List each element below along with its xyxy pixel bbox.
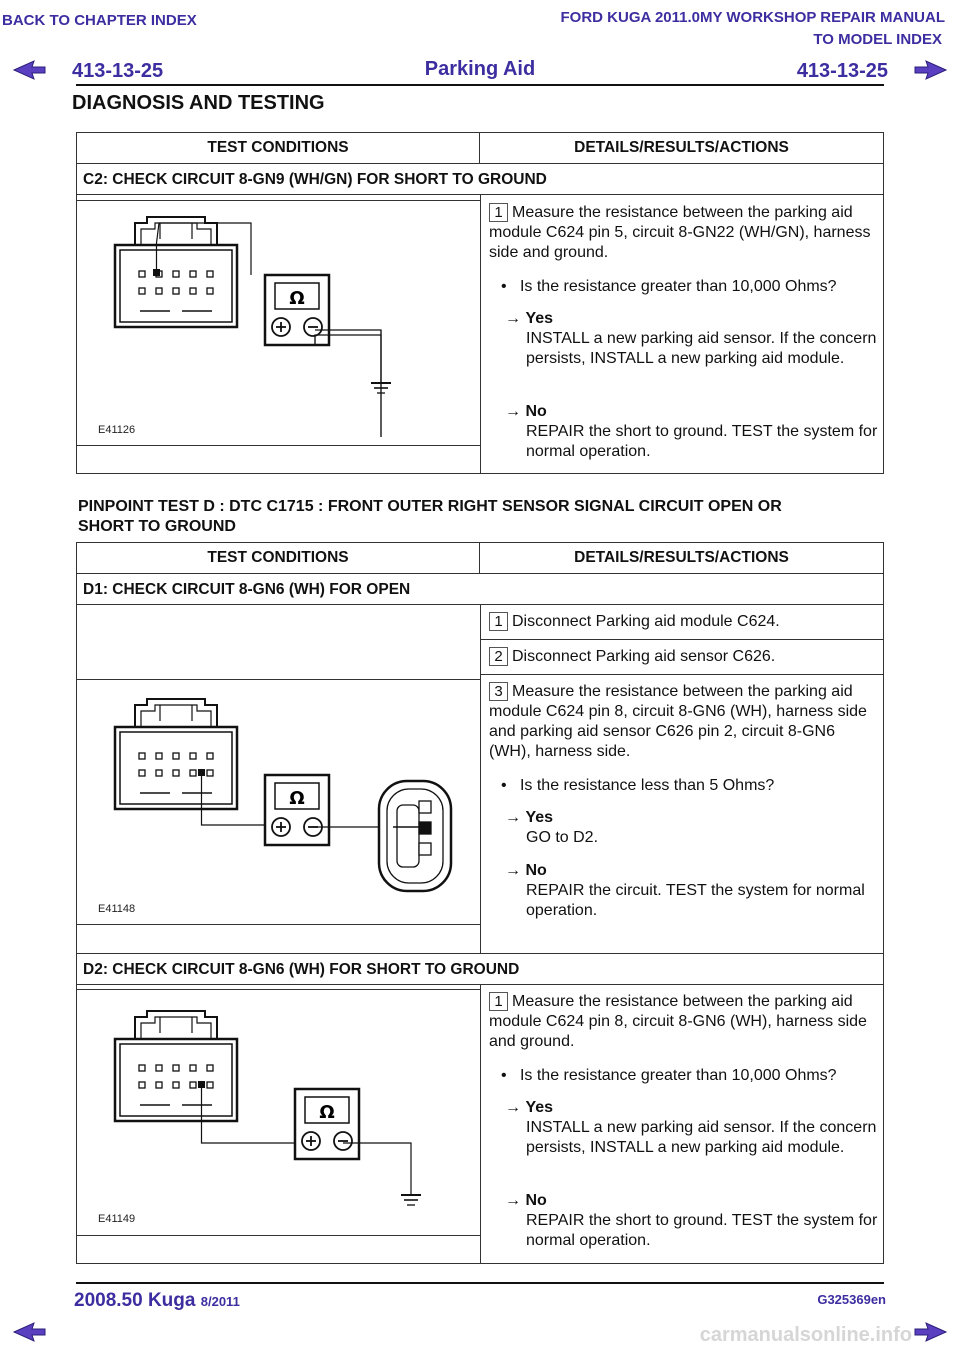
d1-step-2 bbox=[489, 647, 881, 667]
next-page-arrow-icon[interactable] bbox=[914, 1322, 948, 1342]
d1-step-3 bbox=[489, 682, 881, 762]
figure-label: E41126 bbox=[98, 424, 136, 436]
footer-code: G325369en bbox=[817, 1292, 886, 1307]
d1-step-1 bbox=[489, 612, 881, 632]
page-title: Parking Aid bbox=[424, 58, 536, 80]
row-divider bbox=[480, 639, 883, 640]
no-action: REPAIR the short to ground. TEST the system for normal operation. bbox=[526, 423, 878, 460]
footer-rule bbox=[76, 1282, 884, 1284]
arrow-icon: → bbox=[505, 310, 521, 327]
footer-model bbox=[74, 1290, 240, 1312]
d2-result-yes bbox=[505, 1098, 881, 1158]
column-divider bbox=[480, 985, 481, 1263]
col-details-results: DETAILS/RESULTS/ACTIONS bbox=[574, 139, 789, 156]
no-action: REPAIR the short to ground. TEST the system for normal operation. bbox=[526, 1212, 878, 1249]
yes-action: GO to D2. bbox=[526, 829, 599, 846]
figure-label: E41148 bbox=[98, 903, 136, 915]
figure-frame-bottom bbox=[77, 445, 480, 446]
test-table-d bbox=[76, 542, 884, 1264]
no-label: No bbox=[525, 1192, 547, 1209]
step-1 bbox=[489, 203, 881, 263]
arrow-icon: → bbox=[505, 1099, 521, 1116]
result-yes bbox=[505, 309, 881, 369]
step-text: Disconnect Parking aid sensor C626. bbox=[512, 648, 776, 665]
step-text: Measure the resistance between the parking aid module C624 pin 8, circuit 8-GN6 (WH), harness side and ground. bbox=[489, 993, 867, 1050]
pinpoint-title-line-1: PINPOINT TEST D : DTC C1715 : FRONT OUTER RIGHT SENSOR SIGNAL CIRCUIT OPEN OR bbox=[78, 498, 782, 515]
arrow-icon: → bbox=[505, 1192, 521, 1209]
header-rule bbox=[76, 84, 884, 86]
arrow-icon: → bbox=[505, 862, 521, 879]
table-header-row bbox=[77, 133, 883, 164]
step-text: Measure the resistance between the parking aid module C624 pin 8, circuit 8-GN6 (WH), harness side and parking aid sensor C626 pin 2, circuit 8-GN6 (WH), harness side. bbox=[489, 683, 867, 760]
question bbox=[501, 277, 881, 297]
row-divider bbox=[480, 674, 883, 675]
bullet-icon: • bbox=[501, 777, 507, 794]
no-action: REPAIR the circuit. TEST the system for normal operation. bbox=[526, 882, 865, 919]
figure-frame-bottom bbox=[77, 924, 480, 925]
d1-result-yes bbox=[505, 808, 881, 848]
test-table-c2 bbox=[76, 132, 884, 474]
figure-frame-top bbox=[77, 679, 480, 680]
no-label: No bbox=[525, 862, 547, 879]
question-text: Is the resistance greater than 10,000 Ohms? bbox=[519, 1067, 837, 1084]
table-header-row bbox=[77, 543, 883, 574]
wiring-diagram-e41148 bbox=[97, 685, 457, 917]
step-text: Disconnect Parking aid module C624. bbox=[512, 613, 780, 630]
d2-question bbox=[501, 1066, 881, 1086]
bullet-icon: • bbox=[501, 1067, 507, 1084]
d1-question bbox=[501, 776, 881, 796]
step-number: 1 bbox=[489, 612, 508, 631]
arrow-icon: → bbox=[505, 403, 521, 420]
footer-model-name: 2008.50 Kuga bbox=[74, 1290, 196, 1311]
d2-step-1 bbox=[489, 992, 881, 1052]
column-divider bbox=[480, 605, 481, 954]
step-number: 1 bbox=[489, 203, 508, 222]
step-number: 2 bbox=[489, 647, 508, 666]
section-d1-title: D1: CHECK CIRCUIT 8-GN6 (WH) FOR OPEN bbox=[77, 574, 883, 605]
step-number: 3 bbox=[489, 682, 508, 701]
footer-date: 8/2011 bbox=[200, 1294, 240, 1309]
figure-frame-top bbox=[77, 200, 480, 201]
arrow-icon: → bbox=[505, 809, 521, 826]
yes-action: INSTALL a new parking aid sensor. If the concern persists, INSTALL a new parking aid module. bbox=[526, 1119, 877, 1156]
pinpoint-title-line-2: SHORT TO GROUND bbox=[78, 518, 236, 535]
page-number-left: 413-13-25 bbox=[72, 60, 164, 82]
page-number-right: 413-13-25 bbox=[796, 60, 888, 82]
question-text: Is the resistance greater than 10,000 Ohms? bbox=[519, 278, 837, 295]
bullet-icon: • bbox=[501, 278, 507, 295]
no-label: No bbox=[525, 403, 547, 420]
step-text: Measure the resistance between the parking aid module C624 pin 5, circuit 8-GN22 (WH/GN), harness side and ground. bbox=[489, 204, 871, 261]
col-test-conditions: TEST CONDITIONS bbox=[77, 543, 480, 573]
figure-frame-bottom bbox=[77, 1235, 480, 1236]
section-d2-title: D2: CHECK CIRCUIT 8-GN6 (WH) FOR SHORT TO GROUND bbox=[77, 954, 883, 985]
col-test-conditions: TEST CONDITIONS bbox=[77, 133, 480, 163]
yes-label: Yes bbox=[525, 809, 554, 826]
question-text: Is the resistance less than 5 Ohms? bbox=[519, 777, 775, 794]
d2-result-no bbox=[505, 1191, 881, 1251]
yes-label: Yes bbox=[525, 1099, 554, 1116]
section-c2-title: C2: CHECK CIRCUIT 8-GN9 (WH/GN) FOR SHORT TO GROUND bbox=[77, 164, 883, 195]
yes-action: INSTALL a new parking aid sensor. If the concern persists, INSTALL a new parking aid module. bbox=[526, 330, 877, 367]
yes-label: Yes bbox=[525, 310, 554, 327]
column-divider bbox=[480, 195, 481, 473]
manual-title-link[interactable]: FORD KUGA 2011.0MY WORKSHOP REPAIR MANUAL bbox=[560, 9, 945, 26]
wiring-diagram-e41149 bbox=[97, 995, 457, 1227]
col-details-results: DETAILS/RESULTS/ACTIONS bbox=[574, 549, 789, 566]
pinpoint-test-title bbox=[78, 497, 782, 537]
back-to-chapter-link[interactable]: BACK TO CHAPTER INDEX bbox=[2, 12, 197, 29]
wiring-diagram-e41126 bbox=[97, 205, 457, 437]
figure-frame-top bbox=[77, 989, 480, 990]
section-heading: DIAGNOSIS AND TESTING bbox=[72, 92, 325, 114]
watermark: carmanualsonline.info bbox=[699, 1324, 912, 1346]
prev-page-arrow-icon[interactable] bbox=[12, 1322, 46, 1342]
step-number: 1 bbox=[489, 992, 508, 1011]
figure-label: E41149 bbox=[98, 1213, 136, 1225]
result-no bbox=[505, 402, 881, 462]
d1-result-no bbox=[505, 861, 881, 921]
to-model-index-link[interactable]: TO MODEL INDEX bbox=[813, 31, 942, 48]
